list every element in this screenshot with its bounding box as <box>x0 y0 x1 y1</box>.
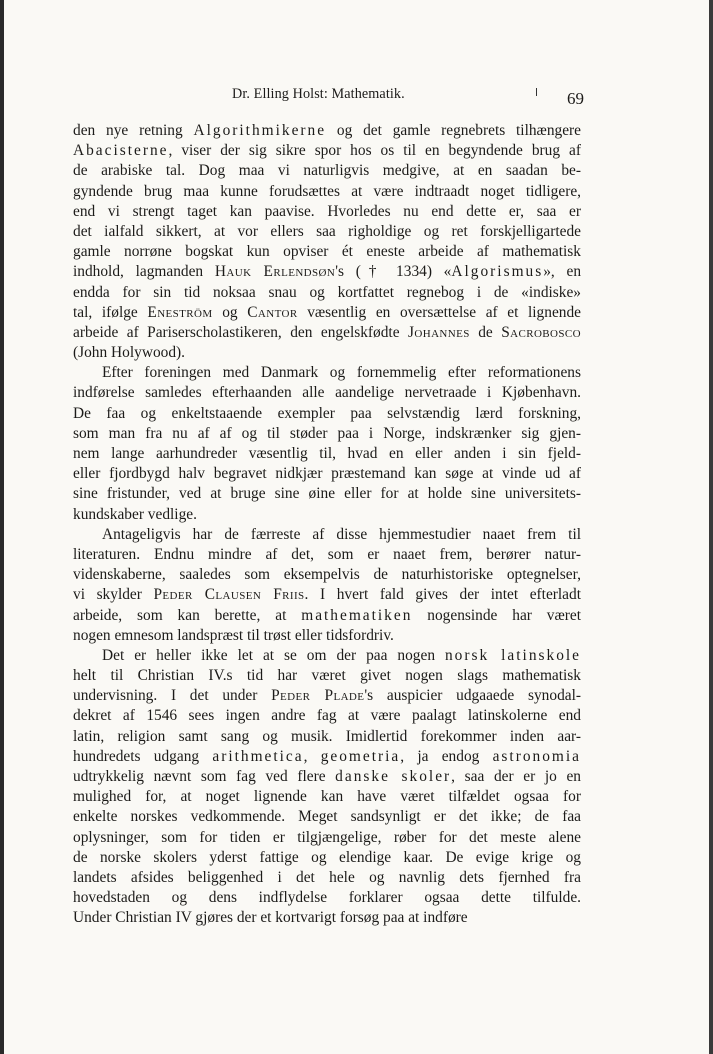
name-smallcaps: Johannes <box>408 323 470 341</box>
text-line <box>73 424 581 444</box>
text-line <box>73 727 581 747</box>
text-run: vi skylder <box>73 586 154 604</box>
spaced-term: danske skoler <box>335 768 452 785</box>
text-run: de norske skolers yderst fattige og elendige kaar. De evige krige og <box>73 848 581 866</box>
text-line <box>73 747 581 767</box>
text-run: udtrykkelig nævnt som fag ved flere <box>73 768 336 785</box>
name-smallcaps: Peder Clausen Friis <box>153 586 305 604</box>
text-line <box>73 807 581 827</box>
text-line <box>73 828 581 848</box>
text-line <box>73 121 581 141</box>
text-run: hundredets udgang <box>73 747 213 765</box>
text-run: det ialfald sikkert, at vor ellers saa righoldige og ret forskjelligartede <box>73 222 581 240</box>
text-line <box>73 262 581 282</box>
text-run: , viser der sig sikre spor hos os til en begyndende brug af <box>168 142 581 160</box>
text-line <box>73 323 581 343</box>
text-run: væsentlig en oversættelse af et lignende <box>297 303 581 321</box>
text-line <box>73 404 581 424</box>
text-run: kundskaber vedlige. <box>73 505 197 523</box>
name-smallcaps: Eneström <box>147 303 213 321</box>
text-line <box>73 363 581 383</box>
text-run: og <box>212 303 248 321</box>
text-line <box>73 484 581 504</box>
page-number: 69 <box>567 89 584 108</box>
text-line <box>73 868 581 888</box>
text-line <box>73 383 581 403</box>
text-run: undervisning. I det under <box>73 687 272 705</box>
text-line <box>73 303 581 323</box>
text-run: sine fristunder, ved at bruge sine øine eller for at holde sine universitets- <box>73 485 581 503</box>
text-run: 's († 1334) « <box>335 263 452 281</box>
body-text <box>73 121 581 929</box>
name-smallcaps: Cantor <box>247 303 298 321</box>
text-run: nem lange aarhundreder væsentlig til, hvad en eller anden i sin fjeld- <box>73 445 581 462</box>
text-line <box>73 182 581 202</box>
text-line <box>73 161 581 181</box>
text-line <box>73 444 581 464</box>
spaced-term: arithmetica <box>212 747 304 765</box>
text-run: latin, religion samt sang og musik. Imidlertid forekommer inden aar- <box>73 727 581 745</box>
text-run: videnskaberne, saaledes som eksempelvis de naturhistoriske optegnelser, <box>73 566 581 584</box>
spaced-term: Algorithmikerne <box>193 122 327 139</box>
text-run: de <box>469 323 502 341</box>
text-run: nogensinde har været <box>412 606 581 624</box>
text-line <box>73 706 581 726</box>
text-line <box>73 565 581 585</box>
text-run: 's auspicier udgaaede synodal- <box>364 687 581 705</box>
text-run: endda for sin tid noksaa snau og kortfattet regnebog i de «indiske» <box>73 283 581 301</box>
text-run: De faa og enkeltstaaende exempler paa selvstændig lærd forskning, <box>73 404 581 422</box>
text-run: arbeide af Pariserscholastikeren, den engelskfødte <box>73 323 408 341</box>
spaced-term: mathematiken <box>301 606 413 624</box>
scan-edge-left <box>0 0 4 1054</box>
print-mark <box>536 88 537 96</box>
text-line <box>73 222 581 242</box>
text-run: dekret af 1546 sees ingen andre fag at være paalagt latinskolerne end <box>73 707 581 725</box>
name-smallcaps: Sacrobosco <box>501 323 581 341</box>
text-line <box>73 787 581 807</box>
text-line <box>73 666 581 686</box>
text-line <box>73 202 581 222</box>
text-line <box>73 767 581 787</box>
text-run: », en <box>543 263 582 281</box>
text-line <box>73 908 581 928</box>
text-run: (John Holywood). <box>73 344 186 362</box>
text-run: Det er heller ikke let at se om der paa nogen <box>102 646 445 664</box>
text-run: indhold, lagmanden <box>73 263 215 281</box>
spaced-term: norsk latinskole <box>444 646 581 664</box>
text-run: . I hvert fald gives der intet efterladt <box>304 586 581 604</box>
text-run: de arabiske tal. Dog maa vi naturligvis medgive, at en saadan be- <box>73 162 581 180</box>
text-run: enkelte norskes vedkommende. Meget sandsynligt er det ikke; de faa <box>73 808 581 826</box>
text-run: literaturen. Endnu mindre af det, som er naaet frem, berører natur- <box>73 545 581 563</box>
text-run: nogen emnesom landspræst til trøst eller tidsfordriv. <box>73 626 394 644</box>
text-run: Efter foreningen med Danmark og fornemmelig efter reformationens <box>102 364 581 382</box>
text-line <box>73 141 581 161</box>
text-run: helt til Christian IV.s tid har været givet nogen slags mathematisk <box>73 667 581 685</box>
spaced-term: geometria <box>320 747 401 765</box>
text-run: gyndende brug maa kunne forudsættes at være indtraadt noget tidligere, <box>73 182 581 200</box>
text-line <box>73 283 581 303</box>
text-run: eller fjordbygd halv begravet nidkjær præstemand kan søge at vinde ud af <box>73 465 581 483</box>
text-line <box>73 464 581 484</box>
text-run: oplysninger, som for tiden er tilgjængelige, røber for det meste alene <box>73 828 581 846</box>
text-line <box>73 888 581 908</box>
text-run: landets afsides beliggenhed i det hele og navnlig dets fjernhed fra <box>73 868 581 886</box>
text-line <box>73 646 581 666</box>
text-run: tal, ifølge <box>73 303 148 321</box>
text-run: Under Christian IV gjøres der et kortvarigt forsøg paa at indføre <box>73 909 468 927</box>
text-line <box>73 585 581 605</box>
text-line <box>73 545 581 565</box>
text-run: end vi strengt taget kan paavise. Hvorledes nu end dette er, saa er <box>73 202 581 220</box>
text-run: mulighed for, at noget lignende kan have været tilfældet ogsaa for <box>73 788 581 806</box>
name-smallcaps: Hauk Erlendsøn <box>214 263 336 281</box>
text-run: , <box>303 747 321 765</box>
text-run: , saa der er jo en <box>451 768 581 785</box>
text-line <box>73 686 581 706</box>
spaced-term: astronomia <box>492 747 581 765</box>
text-run: , ja endog <box>400 747 493 765</box>
text-run: indførelse samledes efterhaanden alle aandelige nervetraade i Kjøbenhavn. <box>73 384 581 402</box>
name-smallcaps: Peder Plade <box>271 687 365 705</box>
text-run: som man fra nu af af og til støder paa i Norge, indskrænker sig gjen- <box>73 424 581 442</box>
scan-edge-right <box>709 0 713 1054</box>
text-line <box>73 848 581 868</box>
text-line <box>73 343 581 363</box>
spaced-term: Abacisterne <box>73 142 169 160</box>
text-line <box>73 626 581 646</box>
text-run: gamle norrøne bogskat kun opviser ét eneste arbeide af mathematisk <box>73 243 581 261</box>
page-header <box>0 86 713 110</box>
text-line <box>73 505 581 525</box>
text-run: arbeide, som kan berette, at <box>73 606 302 624</box>
text-line <box>73 242 581 262</box>
running-head: Dr. Elling Holst: Mathematik. <box>232 86 405 102</box>
text-run: og det gamle regnebrets tilhængere <box>326 122 581 139</box>
text-run: hovedstaden og dens indflydelse forklarer ogsaa dette tilfulde. <box>73 889 581 907</box>
text-line <box>73 606 581 626</box>
text-run: Antageligvis har de færreste af disse hjemmestudier naaet frem til <box>102 525 581 543</box>
spaced-term: Algorismus <box>451 263 544 281</box>
text-line <box>73 525 581 545</box>
text-run: den nye retning <box>73 122 194 139</box>
